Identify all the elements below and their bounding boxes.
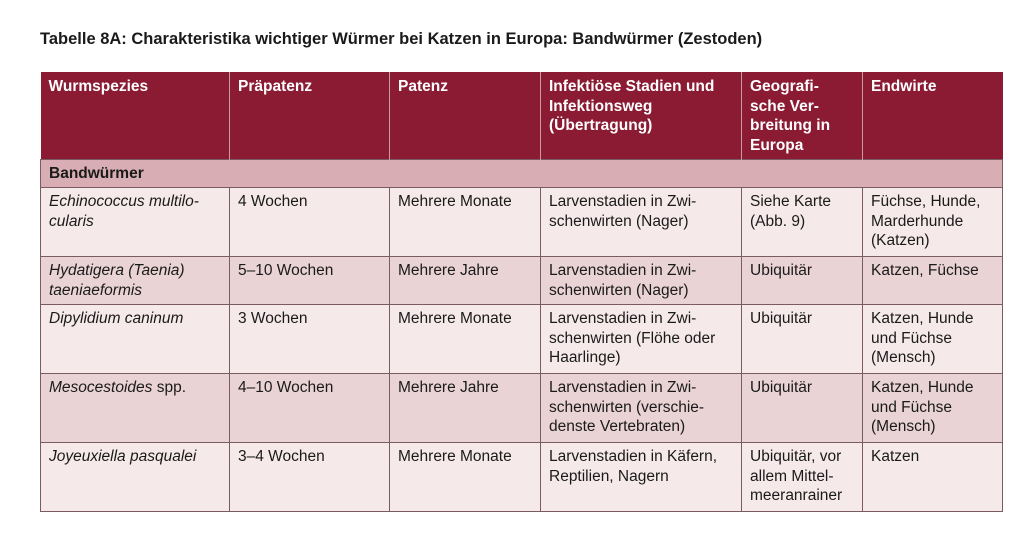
species-suffix: spp. (152, 379, 186, 396)
patency-cell: Mehrere Monate (390, 305, 541, 374)
patency-cell: Mehrere Monate (390, 443, 541, 512)
infection-cell: Larvenstadien in Käfern, Reptilien, Nagern (541, 443, 742, 512)
infection-cell: Larvenstadien in Zwi-schenwirten (verschie-denste Vertebraten) (541, 374, 742, 443)
table-row (41, 443, 1003, 512)
patency-cell: Mehrere Monate (390, 188, 541, 257)
hosts-cell: Katzen (863, 443, 1003, 512)
table-row (41, 305, 1003, 374)
prepatency-cell: 4–10 Wochen (230, 374, 390, 443)
species-name: Hydatigera (Taenia) taeniaeformis (49, 262, 185, 299)
species-name: Mesocestoides (49, 379, 153, 396)
hosts-cell: Katzen, Füchse (863, 257, 1003, 305)
header-distribution: Geografi-sche Ver-breitung in Europa (742, 72, 863, 160)
distribution-cell: Ubiquitär (742, 305, 863, 374)
header-patency: Patenz (390, 72, 541, 160)
hosts-cell: Katzen, Hunde und Füchse (Mensch) (863, 374, 1003, 443)
species-cell (41, 188, 230, 257)
infection-cell: Larvenstadien in Zwi-schenwirten (Nager) (541, 257, 742, 305)
section-row (41, 160, 1003, 188)
distribution-cell: Siehe Karte (Abb. 9) (742, 188, 863, 257)
species-cell (41, 257, 230, 305)
hosts-cell: Katzen, Hunde und Füchse (Mensch) (863, 305, 1003, 374)
table-row (41, 257, 1003, 305)
table-row (41, 188, 1003, 257)
species-name: Echinococcus multilo-cularis (49, 193, 199, 230)
infection-cell: Larvenstadien in Zwi-schenwirten (Nager) (541, 188, 742, 257)
prepatency-cell: 4 Wochen (230, 188, 390, 257)
species-name: Dipylidium caninum (49, 310, 184, 327)
patency-cell: Mehrere Jahre (390, 257, 541, 305)
table-caption: Tabelle 8A: Charakteristika wichtiger Würmer bei Katzen in Europa: Bandwürmer (Zestoden) (40, 30, 763, 48)
header-infection: Infektiöse Stadien und Infektionsweg (Übertragung) (541, 72, 742, 160)
header-hosts: Endwirte (863, 72, 1003, 160)
prepatency-cell: 5–10 Wochen (230, 257, 390, 305)
distribution-cell: Ubiquitär (742, 374, 863, 443)
species-cell (41, 305, 230, 374)
header-prepatency: Präpatenz (230, 72, 390, 160)
patency-cell: Mehrere Jahre (390, 374, 541, 443)
table-row (41, 374, 1003, 443)
species-cell (41, 374, 230, 443)
header-row (41, 72, 1003, 160)
hosts-cell: Füchse, Hunde, Marderhunde (Katzen) (863, 188, 1003, 257)
species-cell (41, 443, 230, 512)
distribution-cell: Ubiquitär (742, 257, 863, 305)
header-species: Wurmspezies (41, 72, 230, 160)
cestode-table (40, 72, 1003, 512)
section-label: Bandwürmer (41, 160, 1003, 188)
infection-cell: Larvenstadien in Zwi-schenwirten (Flöhe oder Haarlinge) (541, 305, 742, 374)
prepatency-cell: 3–4 Wochen (230, 443, 390, 512)
prepatency-cell: 3 Wochen (230, 305, 390, 374)
distribution-cell: Ubiquitär, vor allem Mittel-meeranrainer (742, 443, 863, 512)
species-name: Joyeuxiella pasqualei (49, 448, 197, 465)
